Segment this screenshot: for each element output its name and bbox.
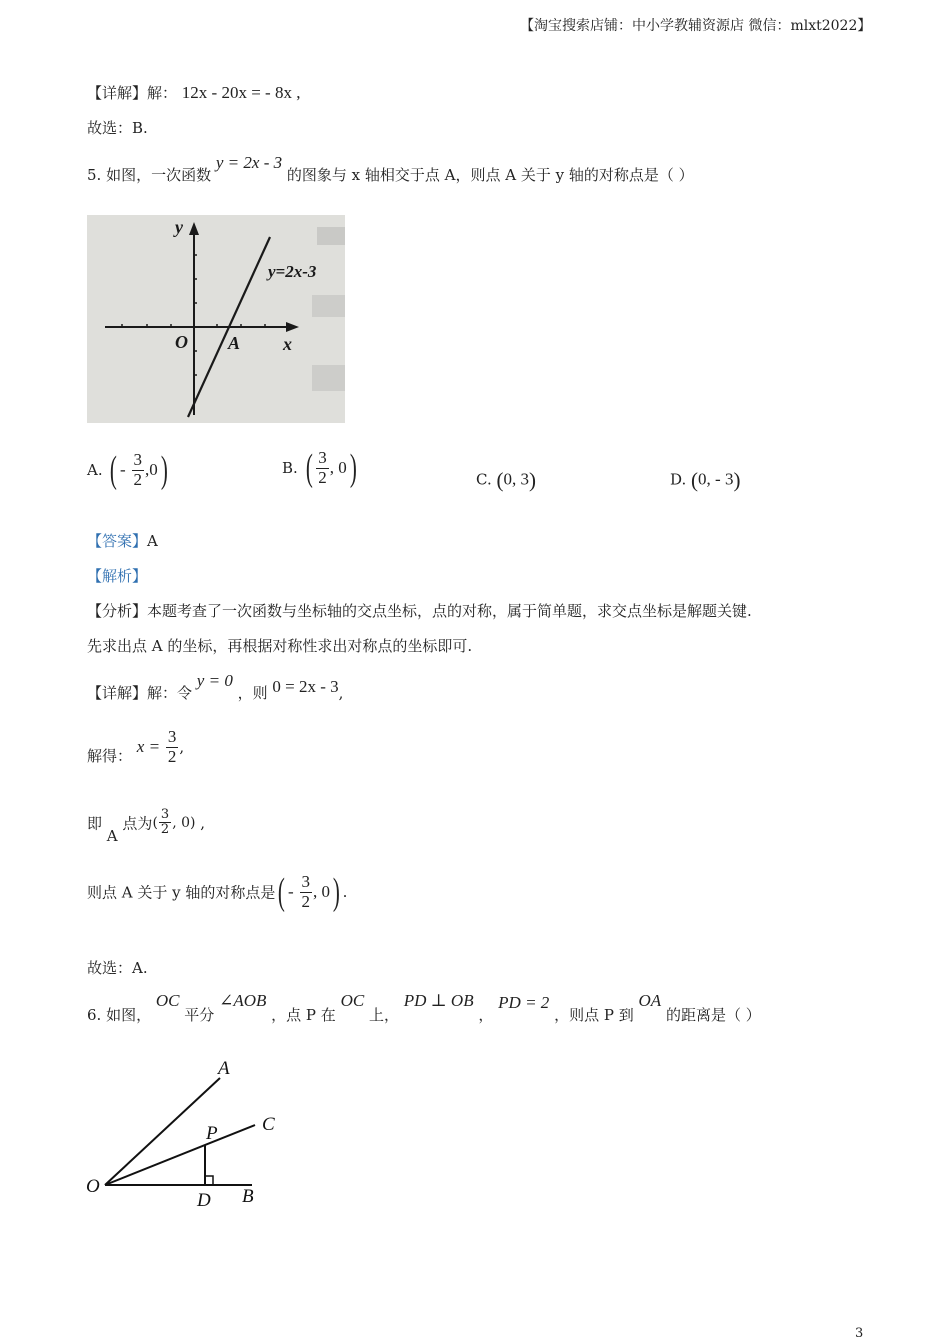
q5-option-c-label: C. (476, 470, 492, 489)
q5-solve-frac: $\frac{3}{2}$ (167, 727, 177, 766)
q5-sym-frac: $\frac{3}{2}$ (301, 871, 310, 911)
q5-point-prefix: 即 (87, 814, 103, 833)
q5-point-a-label: A (228, 333, 241, 353)
q6-figure (80, 1050, 310, 1220)
q6-perp: PD ⊥ OB (403, 991, 474, 1010)
q5-point-letter: A (106, 826, 118, 845)
q5-graph (87, 215, 345, 423)
q6-pd: PD = 2 (498, 993, 550, 1012)
q6-right-angle (205, 1176, 213, 1185)
q5-detail-y0: y = 0 (196, 671, 233, 690)
q6-stem-prefix: 6. 如图， (87, 1006, 152, 1024)
prev-choice: 故选：B. (87, 119, 148, 137)
q6-label-p: P (206, 1123, 218, 1144)
q6-ray-oc (105, 1125, 255, 1185)
q6-label-a: A (218, 1058, 230, 1079)
q5-option-d: D. (0, - 3) (670, 468, 741, 492)
q6-tail-prefix: ，则点 P 到 (554, 1006, 634, 1024)
q5-sym-tail: , 0 (313, 882, 330, 901)
q5-point-mid: 点为 (122, 814, 153, 833)
q5-analysis-label: 【解析】 (87, 567, 148, 585)
page-header: 【淘宝搜索店铺：中小学教辅资源店 微信：mlxt2022】 (520, 18, 872, 34)
q5-option-c: C. (0, 3) (476, 468, 536, 492)
q6-ray-oa (105, 1078, 220, 1185)
q6-oc2: OC (340, 991, 365, 1010)
q6-on: 上， (368, 1006, 399, 1024)
q5-stem-suffix: 的图象与 x 轴相交于点 A，则点 A 关于 y 轴的对称点是（ ） (286, 166, 694, 184)
q6-bisect: 平分 (184, 1006, 215, 1024)
q5-sym-text: 则点 A 关于 y 轴的对称点是 (87, 883, 276, 902)
q6-label-o: O (86, 1176, 100, 1197)
q5-detail-eq: 0 = 2x - 3 (272, 677, 339, 696)
q5-point-frac: $\frac{3}{2}$ (160, 807, 170, 838)
page-number: 3 (855, 1326, 864, 1341)
q5-option-b: B. ( $\frac{3}{2}$ , 0) (282, 447, 357, 489)
q5-line-label: y=2x-3 (268, 262, 317, 281)
q5-analysis-text: 本题考查了一次函数与坐标轴的交点坐标，点的对称，属于简单题，求交点坐标是解题关键. (147, 602, 752, 620)
q5-stem-func: y = 2x - 3 (215, 153, 283, 172)
q6-oc: OC (155, 991, 180, 1010)
q5-detail: 【详解】解：令 y = 0 ，则 0 = 2x - 3, (87, 671, 344, 702)
q5-analysis-head: 【分析】 (87, 602, 148, 620)
q5-choice: 故选：A. (87, 959, 148, 977)
q5-option-a-tail: ,0 (145, 460, 158, 479)
q5-answer (87, 530, 158, 551)
q5-option-d-label: D. (670, 470, 687, 489)
prev-detail-expr: 12x - 20x = - 8x , (181, 83, 301, 102)
q6-label-c: C (262, 1114, 275, 1135)
q5-option-b-frac: $\frac{3}{2}$ (318, 447, 327, 487)
q6-oa: OA (638, 991, 662, 1010)
q5-x-axis-label: x (283, 334, 292, 354)
q5-detail-label: 【详解】解：令 (87, 684, 193, 702)
q5-stem-prefix: 5. 如图，一次函数 (87, 166, 212, 184)
q5-graph-photo (87, 215, 345, 423)
q6-label-d: D (197, 1190, 211, 1211)
q5-option-b-tail: , 0 (329, 458, 347, 477)
q5-option-a: A. ( - $\frac{3}{2}$ ,0) (87, 449, 168, 491)
q6-tail: 的距离是（ ） (665, 1006, 761, 1024)
q5-y-axis-label: y (175, 217, 183, 237)
q5-point: 即 A 点为( $\frac{3}{2}$ , 0) , (87, 807, 206, 845)
q5-option-a-label: A. (87, 461, 103, 479)
q5-analysis-text2: 先求出点 A 的坐标，再根据对称性求出对称点的坐标即可. (87, 637, 473, 655)
q5-symmetric: 则点 A 关于 y 轴的对称点是( - $\frac{3}{2}$ , 0) . (87, 871, 348, 913)
q5-answer-value: A (147, 532, 158, 550)
q5-solve-label: 解得： (87, 746, 133, 765)
prev-detail-label: 【详解】解： (87, 84, 178, 102)
prev-detail (87, 82, 300, 103)
q5-option-c-value: 0, 3 (503, 469, 529, 489)
q5-solve: 解得： x = $\frac{3}{2}$ , (87, 727, 185, 766)
q5-detail-then: ，则 (237, 684, 268, 702)
q5-point-tail: , 0) (172, 814, 196, 831)
q5-analysis (87, 600, 752, 621)
q5-option-a-frac: $\frac{3}{2}$ (133, 449, 142, 489)
q6-angle: ∠AOB (219, 991, 267, 1010)
q6-stem: 6. 如图， OC 平分 ∠AOB ，点 P 在 OC 上， PD ⊥ OB ， PD = 2 ，则点 P 到 OA 的距离是（ ） (87, 991, 761, 1024)
q5-answer-label: 【答案】 (87, 532, 148, 550)
q5-solve-lhs: x = (136, 737, 161, 757)
q5-origin-label: O (175, 332, 188, 352)
q5-stem (87, 153, 694, 185)
q5-option-b-label: B. (282, 459, 298, 477)
q5-option-a-sign: - (120, 460, 126, 479)
q6-p-on: ，点 P 在 (271, 1006, 336, 1024)
q6-label-b: B (242, 1186, 254, 1207)
q5-option-d-value: 0, - 3 (698, 469, 734, 489)
